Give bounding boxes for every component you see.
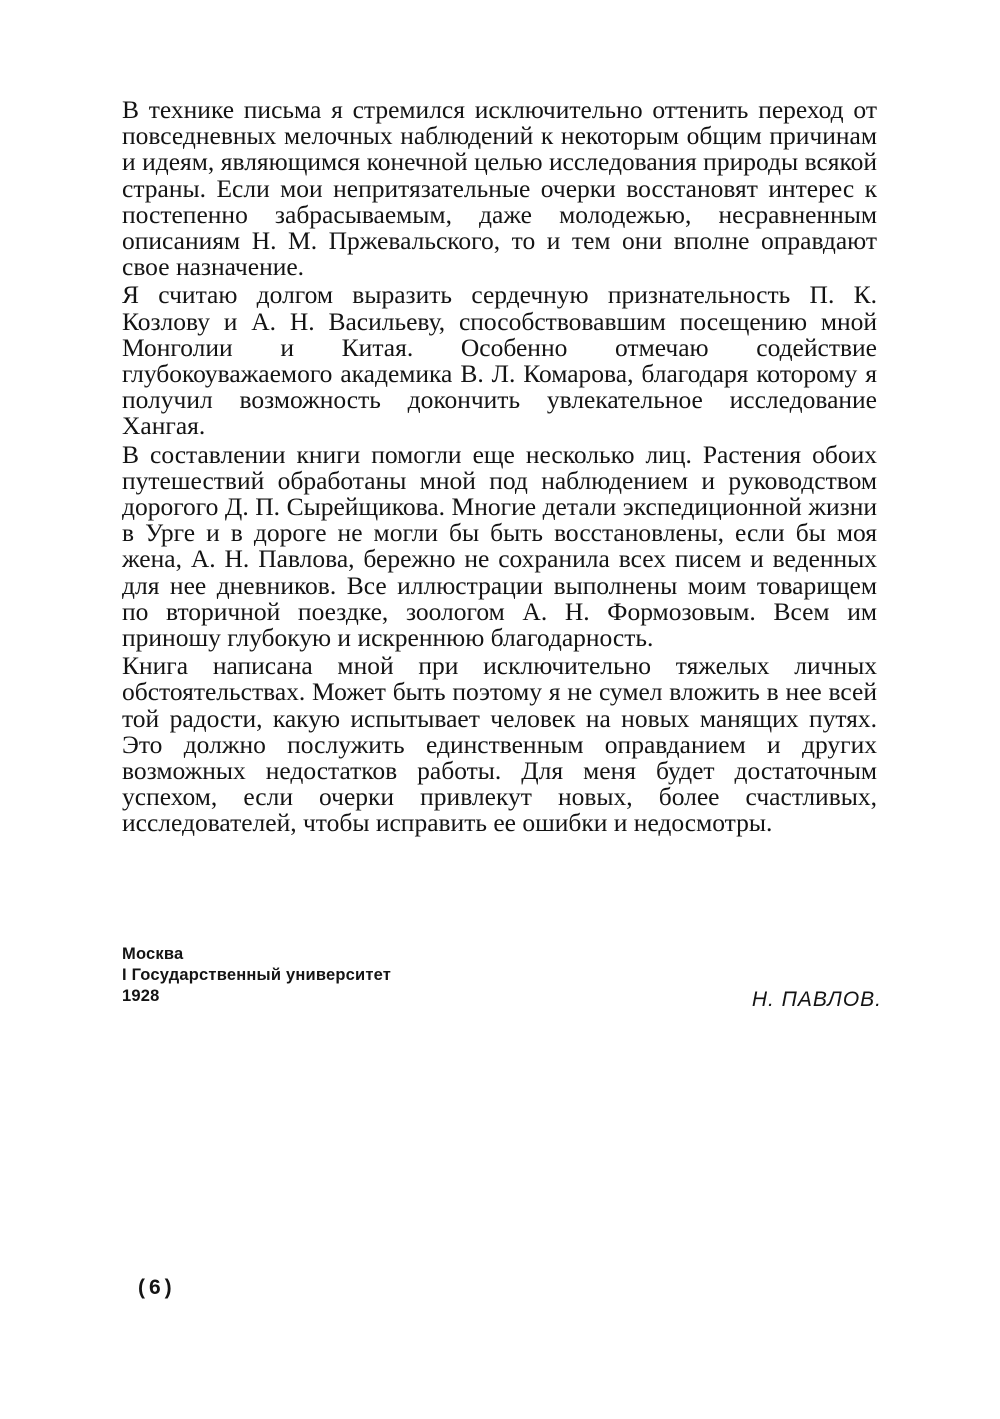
signature-block bbox=[122, 944, 882, 1011]
author-name: Н. ПАВЛОВ. bbox=[751, 988, 882, 1011]
paragraph: Я считаю долгом выразить сердечную признательность П. К. Козлову и А. Н. Васильеву, способствовавшим посещению мной Монголии и Китая. Особенно отмечаю содействие глубокоуважаемого академика В. Л. Комарова, благодаря которому я получил возможность докончить увлекательное исследование Хангая. bbox=[122, 280, 877, 441]
signature-city: Москва bbox=[122, 945, 184, 963]
page-number: (6) bbox=[138, 1276, 176, 1299]
signature-institution: I Государственный университет bbox=[122, 966, 392, 984]
paragraph: В технике письма я стремился исключительно оттенить переход от повседневных мелочных наблюдений к некоторым общим причинам и идеям, являющимся конечной целью исследования природы всякой страны. Если мои непритязательные очерки восстановят интерес к постепенно забрасываемым, даже молодежью, несравненным описаниям Н. М. Пржевальского, то и тем они вполне оправдают свое назначение. bbox=[122, 95, 877, 282]
paragraph: Книга написана мной при исключительно тяжелых личных обстоятельствах. Может быть поэтому я не сумел вложить в нее всей той радости, какую испытывает человек на новых манящих путях. Это должно послужить единственным оправданием и других возможных недостатков работы. Для меня будет достаточным успехом, если очерки привлекут новых, более счастливых, исследователей, чтобы исправить ее ошибки и недосмотры. bbox=[122, 651, 877, 838]
signature-year: 1928 bbox=[122, 987, 160, 1005]
preface-text bbox=[122, 97, 877, 839]
paragraph: В составлении книги помогли еще несколько лиц. Растения обоих путешествий обработаны мной под наблюдением и руководством дорогого Д. П. Сырейщикова. Многие детали экспедиционной жизни в Урге и в дороге не могли бы быть восстановлены, если бы моя жена, А. Н. Павлова, бережно не сохранила всех писем и веденных для нее дневников. Все иллюстрации выполнены моим товарищем по вторичной поездке, зоологом А. Н. Формозовым. Всем им приношу глубокую и искреннюю благодарность. bbox=[122, 439, 877, 653]
